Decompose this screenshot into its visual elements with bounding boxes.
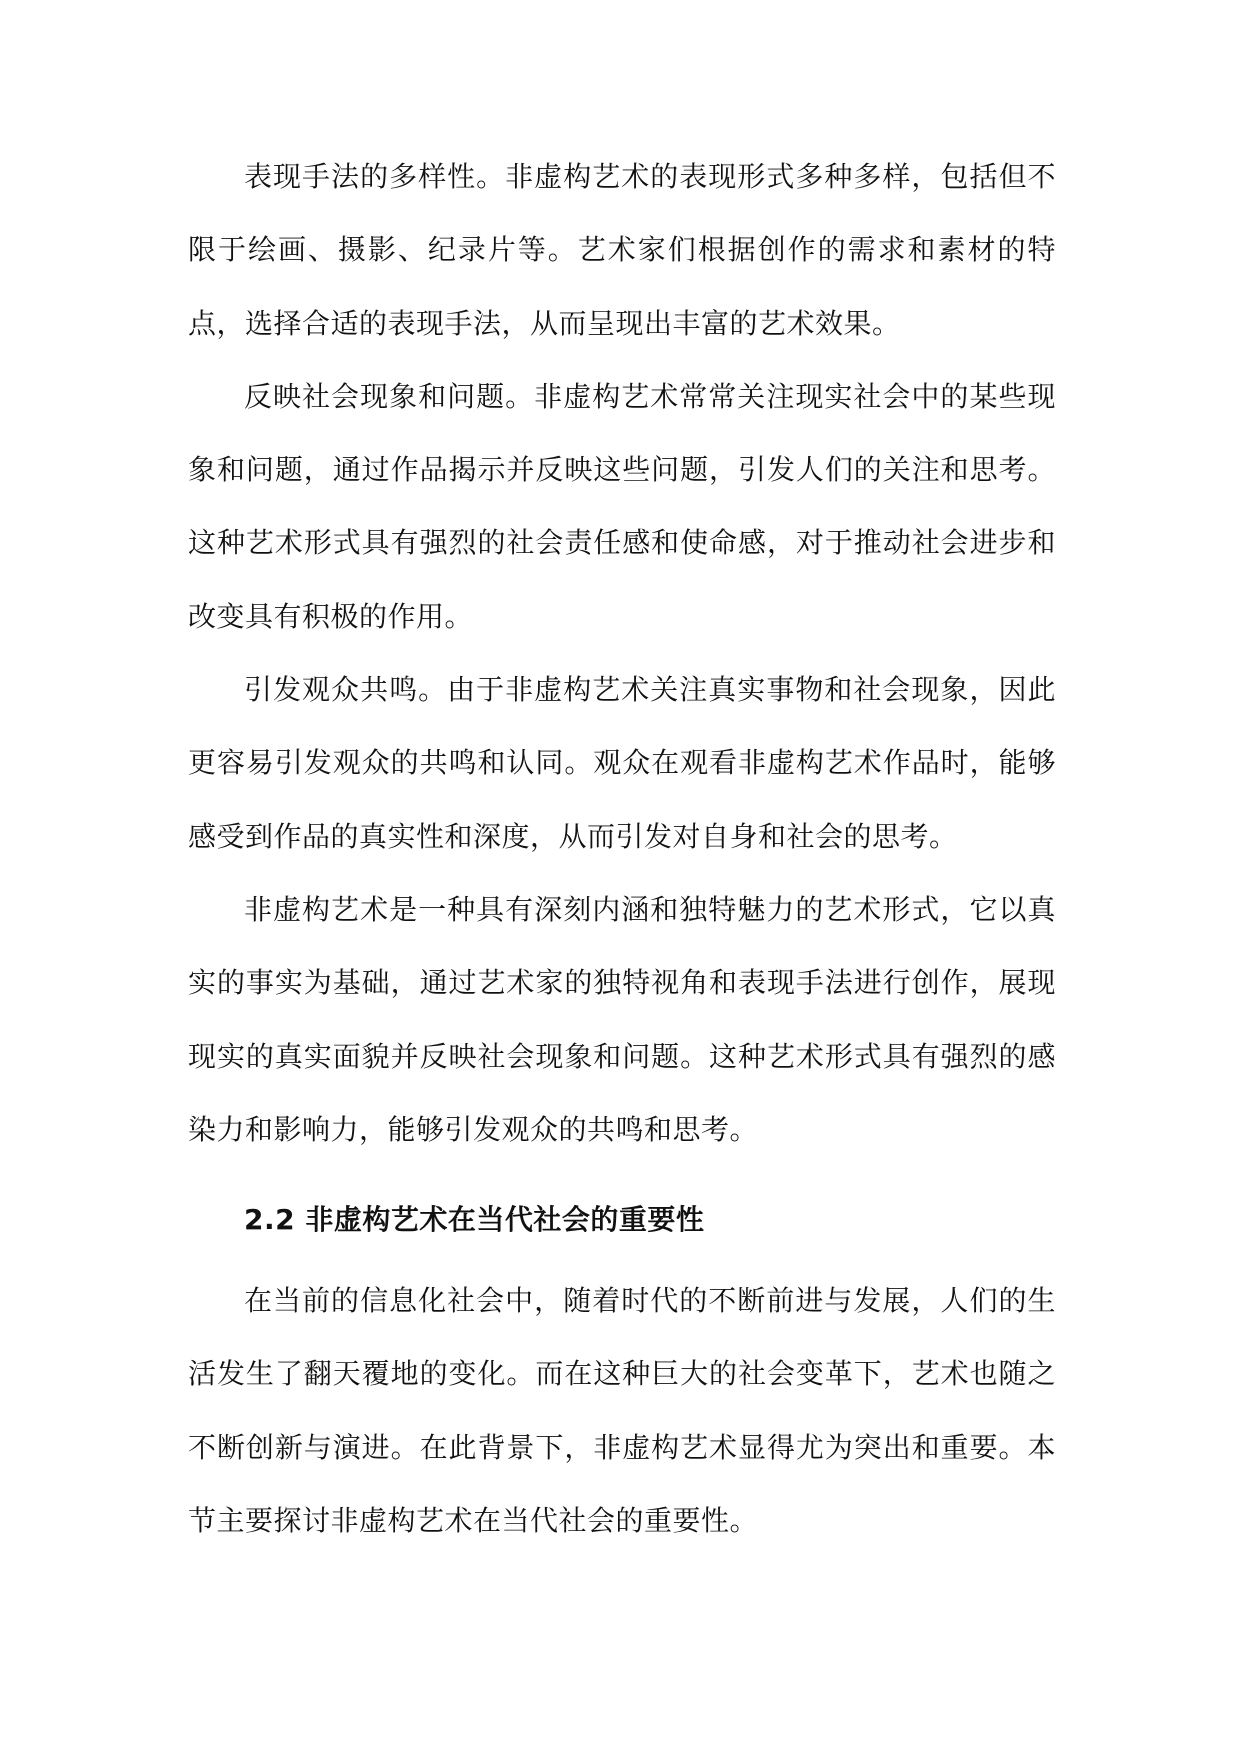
paragraph-summary: 非虚构艺术是一种具有深刻内涵和独特魅力的艺术形式，它以真实的事实为基础，通过艺术家的独特视角和表现手法进行创作，展现现实的真实面貌并反映社会现象和问题。这种艺术形式具有强烈的感染力和影响力，能够引发观众的共鸣和思考。 — [188, 892, 1056, 1146]
paragraph-section-intro: 在当前的信息化社会中，随着时代的不断前进与发展，人们的生活发生了翻天覆地的变化。而在这种巨大的社会变革下，艺术也随之不断创新与演进。在此背景下，非虚构艺术显得尤为突出和重要。本节主要探讨非虚构艺术在当代社会的重要性。 — [188, 1284, 1056, 1538]
section-heading: 2.2 非虚构艺术在当代社会的重要性 — [244, 1203, 705, 1237]
paragraph-audience-resonance: 引发观众共鸣。由于非虚构艺术关注真实事物和社会现象，因此更容易引发观众的共鸣和认同。观众在观看非虚构艺术作品时，能够感受到作品的真实性和深度，从而引发对自身和社会的思考。 — [188, 673, 1056, 853]
paragraph-diversity-of-expression: 表现手法的多样性。非虚构艺术的表现形式多种多样，包括但不限于绘画、摄影、纪录片等。艺术家们根据创作的需求和素材的特点，选择合适的表现手法，从而呈现出丰富的艺术效果。 — [188, 160, 1056, 340]
paragraph-social-issues: 反映社会现象和问题。非虚构艺术常常关注现实社会中的某些现象和问题，通过作品揭示并反映这些问题，引发人们的关注和思考。这种艺术形式具有强烈的社会责任感和使命感，对于推动社会进步和改变具有积极的作用。 — [188, 379, 1056, 633]
page-body — [188, 140, 1056, 1557]
